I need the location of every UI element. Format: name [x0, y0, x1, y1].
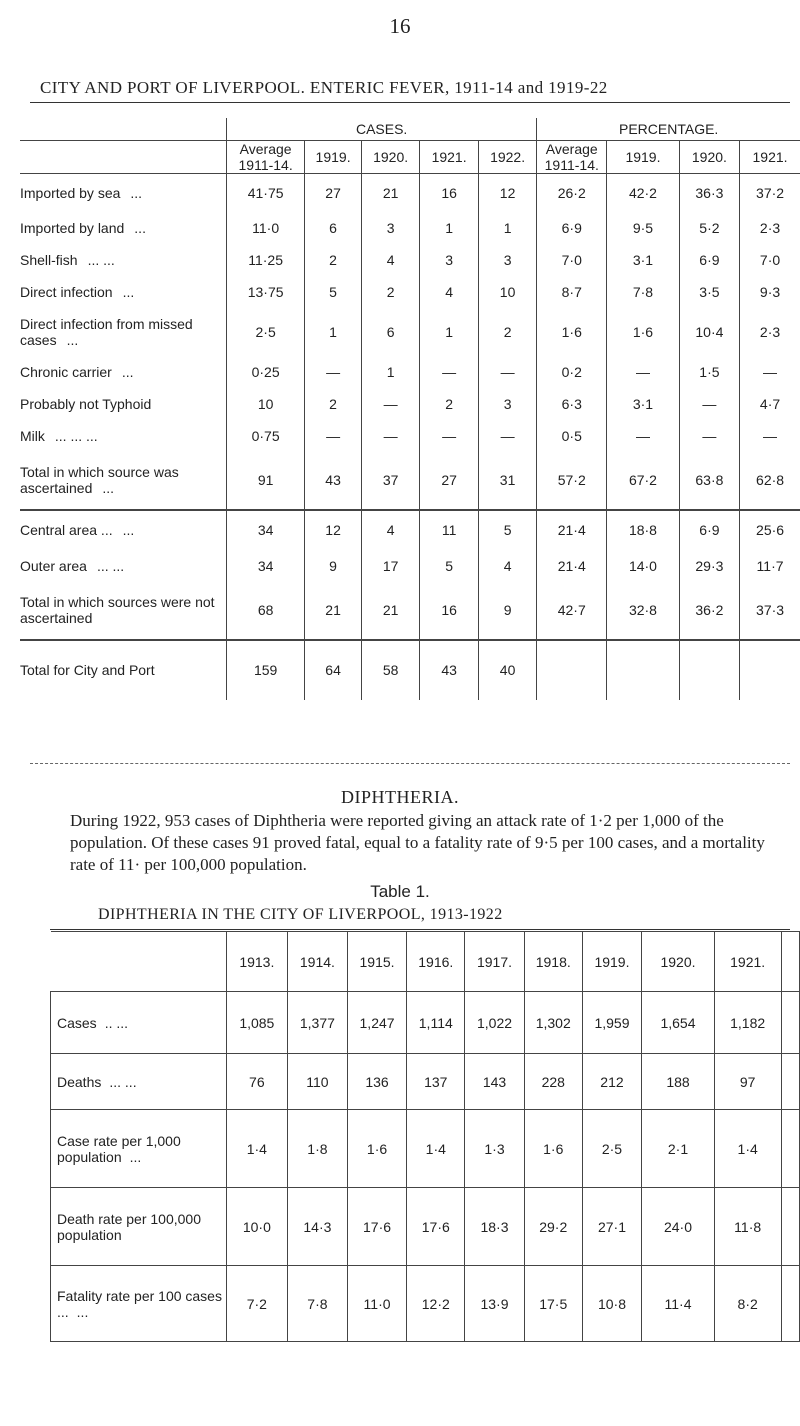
value-cell: 137: [407, 1054, 465, 1110]
value-cell: 212: [582, 1054, 642, 1110]
row-label: [20, 212, 226, 244]
row-label-text: Total for City and Port: [20, 662, 155, 678]
pct-cell: [740, 640, 800, 700]
trailing-cell: [781, 1110, 799, 1188]
leader-dots: ...: [122, 522, 135, 538]
cases-cell: 1: [420, 212, 478, 244]
cases-cell: —: [361, 420, 419, 452]
value-cell: 1,302: [524, 992, 582, 1054]
cases-cell: 4: [361, 510, 419, 550]
cases-cell: 3: [361, 212, 419, 244]
pct-col-header: Average 1911-14.: [537, 141, 607, 174]
value-cell: 8·2: [714, 1266, 781, 1342]
cases-cell: 6: [361, 308, 419, 356]
year-header: 1920.: [642, 932, 714, 992]
value-cell: 1,377: [288, 992, 348, 1054]
cases-cell: 3: [478, 244, 536, 276]
leader-dots: ...: [121, 363, 134, 380]
table-row: [20, 356, 800, 388]
enteric-fever-table: [20, 118, 800, 700]
cases-cell: 11: [420, 510, 478, 550]
pct-cell: [679, 640, 739, 700]
value-cell: 1,654: [642, 992, 714, 1054]
pct-cell: 6·9: [679, 510, 739, 550]
value-cell: 1·6: [347, 1110, 407, 1188]
trailing-cell: [781, 1188, 799, 1266]
cases-cell: 12: [478, 174, 536, 212]
cases-cell: —: [361, 388, 419, 420]
pct-cell: [537, 640, 607, 700]
pct-cell: 7·0: [740, 244, 800, 276]
value-cell: 12·2: [407, 1266, 465, 1342]
pct-cell: 37·2: [740, 174, 800, 212]
cases-cell: —: [420, 356, 478, 388]
row-label-text: Case rate per 1,000 population: [57, 1132, 181, 1165]
row-label-text: Direct infection: [20, 283, 113, 300]
pct-cell: 26·2: [537, 174, 607, 212]
pct-col-header: 1920.: [679, 141, 739, 174]
row-label-text: Deaths: [57, 1073, 102, 1090]
pct-cell: 1·6: [607, 308, 680, 356]
table-row: [20, 510, 800, 550]
cases-cell: —: [305, 420, 362, 452]
cases-cell: 21: [305, 582, 362, 640]
row-label-text: Total in which sources were not ascertained: [20, 594, 215, 626]
value-cell: 1,959: [582, 992, 642, 1054]
cases-cell: 16: [420, 582, 478, 640]
cases-cell: 17: [361, 550, 419, 582]
cases-cell: 5: [420, 550, 478, 582]
value-cell: 7·2: [226, 1266, 287, 1342]
cases-cell: 9: [305, 550, 362, 582]
cases-col-header: Average 1911-14.: [226, 141, 304, 174]
value-cell: 2·1: [642, 1110, 714, 1188]
cases-cell: 4: [420, 276, 478, 308]
value-cell: 1·3: [465, 1110, 525, 1188]
cases-header: CASES.: [226, 118, 536, 141]
cases-cell: 10: [478, 276, 536, 308]
row-label: [20, 510, 226, 550]
row-label: [51, 1110, 227, 1188]
pct-cell: 0·5: [537, 420, 607, 452]
value-cell: 10·0: [226, 1188, 287, 1266]
cases-cell: 13·75: [226, 276, 304, 308]
pct-cell: 7·8: [607, 276, 680, 308]
value-cell: 13·9: [465, 1266, 525, 1342]
paragraph-text: During 1922, 953 cases of Diphtheria were reported giving an attack rate of 1·2 per 1,000 of the population. Of these cases 91 proved fatal, equal to a fatality rate of 9·5 per 100 cases, and a mortality rate of 11· per 100,000 population.: [70, 811, 765, 874]
table-row: [51, 1266, 800, 1342]
row-label: [20, 550, 226, 582]
pct-cell: 6·3: [537, 388, 607, 420]
row-label: [20, 640, 226, 700]
row-label: [20, 420, 226, 452]
pct-cell: 14·0: [607, 550, 680, 582]
row-label-text: Cases: [57, 1014, 97, 1031]
year-header: 1913.: [226, 932, 287, 992]
pct-cell: —: [740, 356, 800, 388]
table-row: [20, 640, 800, 700]
pct-cell: 7·0: [537, 244, 607, 276]
cases-cell: 0·25: [226, 356, 304, 388]
pct-cell: 2·3: [740, 308, 800, 356]
corner-cell: [51, 932, 227, 992]
enteric-title: CITY AND PORT OF LIVERPOOL. ENTERIC FEVER, 1911-14 and 1919-22: [40, 78, 608, 97]
cases-cell: 2: [305, 388, 362, 420]
cases-cell: 11·0: [226, 212, 304, 244]
row-label: [51, 1188, 227, 1266]
pct-cell: 5·2: [679, 212, 739, 244]
row-label: [20, 308, 226, 356]
table2-top-rule: [50, 929, 790, 930]
cases-cell: 58: [361, 640, 419, 700]
pct-cell: 9·3: [740, 276, 800, 308]
pct-cell: —: [679, 388, 739, 420]
row-label-text: Chronic carrier: [20, 363, 112, 380]
cases-cell: 34: [226, 550, 304, 582]
table-row: [20, 308, 800, 356]
pct-cell: 57·2: [537, 452, 607, 510]
diphtheria-table-title: DIPHTHERIA IN THE CITY OF LIVERPOOL, 1913-1922: [98, 906, 503, 923]
pct-cell: 3·5: [679, 276, 739, 308]
leader-dots: ... ...: [109, 1073, 137, 1090]
cases-col-header: 1920.: [361, 141, 419, 174]
cases-cell: 9: [478, 582, 536, 640]
cases-cell: 27: [420, 452, 478, 510]
cases-cell: 4: [361, 244, 419, 276]
row-label-text: Probably not Typhoid: [20, 395, 152, 412]
pct-cell: 63·8: [679, 452, 739, 510]
cases-cell: 21: [361, 582, 419, 640]
pct-cell: 21·4: [537, 510, 607, 550]
leader-dots: ...: [102, 480, 115, 496]
row-label: [20, 582, 226, 640]
table-row: [20, 452, 800, 510]
pct-cell: 6·9: [679, 244, 739, 276]
diphtheria-heading: DIPHTHERIA.: [341, 787, 459, 807]
row-label: [20, 276, 226, 308]
pct-cell: 36·2: [679, 582, 739, 640]
row-label-text: Fatality rate per 100 cases ...: [57, 1287, 222, 1320]
value-cell: 136: [347, 1054, 407, 1110]
title-rule: [30, 102, 790, 103]
cases-cell: 5: [305, 276, 362, 308]
value-cell: 1,247: [347, 992, 407, 1054]
value-cell: 10·8: [582, 1266, 642, 1342]
pct-col-header: 1919.: [607, 141, 680, 174]
cases-cell: 43: [305, 452, 362, 510]
value-cell: 11·4: [642, 1266, 714, 1342]
cases-cell: 2: [478, 308, 536, 356]
row-label: [20, 174, 226, 212]
pct-cell: 6·9: [537, 212, 607, 244]
pct-cell: 4·7: [740, 388, 800, 420]
cases-cell: 27: [305, 174, 362, 212]
year-header: 1914.: [288, 932, 348, 992]
row-label: [20, 388, 226, 420]
cases-cell: 2: [361, 276, 419, 308]
value-cell: 17·5: [524, 1266, 582, 1342]
cases-cell: 1: [361, 356, 419, 388]
leader-dots: .. ...: [104, 1014, 129, 1031]
row-label-text: Death rate per 100,000 population: [57, 1210, 201, 1243]
section-rule: [30, 763, 790, 764]
cases-cell: 40: [478, 640, 536, 700]
row-label-text: Shell-fish: [20, 251, 78, 268]
cases-col-header: 1921.: [420, 141, 478, 174]
value-cell: 1·6: [524, 1110, 582, 1188]
value-cell: 27·1: [582, 1188, 642, 1266]
trailing-cell: [781, 992, 799, 1054]
cases-cell: 31: [478, 452, 536, 510]
value-cell: 7·8: [288, 1266, 348, 1342]
cases-cell: 34: [226, 510, 304, 550]
row-label-text: Imported by land: [20, 219, 125, 236]
pct-cell: 37·3: [740, 582, 800, 640]
row-label: [20, 356, 226, 388]
table-label: Table 1.: [370, 882, 430, 901]
cases-cell: 5: [478, 510, 536, 550]
row-label-text: Outer area: [20, 557, 87, 574]
value-cell: 1,085: [226, 992, 287, 1054]
cases-cell: —: [478, 356, 536, 388]
cases-cell: 4: [478, 550, 536, 582]
year-header: 1918.: [524, 932, 582, 992]
pct-cell: 42·7: [537, 582, 607, 640]
cases-cell: 2·5: [226, 308, 304, 356]
pct-col-header: 1921.: [740, 141, 800, 174]
pct-cell: 3·1: [607, 244, 680, 276]
trailing-cell: [781, 1054, 799, 1110]
year-header: 1919.: [582, 932, 642, 992]
row-label-text: Direct infection from missed cases: [20, 315, 193, 348]
pct-cell: 36·3: [679, 174, 739, 212]
row-label: [51, 1054, 227, 1110]
leader-dots: ...: [122, 283, 135, 300]
row-label-text: Total in which source was ascertained: [20, 464, 179, 496]
leader-dots: ...: [66, 331, 79, 348]
cases-cell: 11·25: [226, 244, 304, 276]
cases-cell: 159: [226, 640, 304, 700]
table-row: [51, 992, 800, 1054]
cases-cell: 64: [305, 640, 362, 700]
value-cell: 24·0: [642, 1188, 714, 1266]
leader-dots: ...: [134, 219, 146, 236]
diphtheria-paragraph: [70, 810, 790, 876]
pct-cell: 32·8: [607, 582, 680, 640]
cases-cell: 0·75: [226, 420, 304, 452]
cases-cell: 91: [226, 452, 304, 510]
table-row: [20, 582, 800, 640]
value-cell: 188: [642, 1054, 714, 1110]
table-row: [20, 420, 800, 452]
value-cell: 18·3: [465, 1188, 525, 1266]
cases-col-header: 1922.: [478, 141, 536, 174]
cases-cell: 68: [226, 582, 304, 640]
cases-cell: 1: [478, 212, 536, 244]
value-cell: 1,114: [407, 992, 465, 1054]
cases-cell: —: [420, 420, 478, 452]
pct-cell: 67·2: [607, 452, 680, 510]
pct-cell: 10·4: [679, 308, 739, 356]
pct-cell: 1·5: [679, 356, 739, 388]
pct-cell: 29·3: [679, 550, 739, 582]
pct-cell: 21·4: [537, 550, 607, 582]
leader-dots: ...: [76, 1303, 89, 1320]
value-cell: 110: [288, 1054, 348, 1110]
value-cell: 1·4: [714, 1110, 781, 1188]
pct-cell: 11·7: [740, 550, 800, 582]
cases-cell: 3: [478, 388, 536, 420]
cases-cell: —: [478, 420, 536, 452]
value-cell: 1,022: [465, 992, 525, 1054]
pct-cell: —: [740, 420, 800, 452]
row-label-text: Central area ...: [20, 522, 113, 538]
value-cell: 2·5: [582, 1110, 642, 1188]
cases-cell: 12: [305, 510, 362, 550]
value-cell: 11·0: [347, 1266, 407, 1342]
pct-cell: 3·1: [607, 388, 680, 420]
pct-cell: [607, 640, 680, 700]
cases-cell: 1: [420, 308, 478, 356]
diphtheria-table: [50, 931, 800, 1342]
cases-cell: —: [305, 356, 362, 388]
pct-cell: —: [679, 420, 739, 452]
row-label-text: Milk: [20, 427, 45, 444]
cases-cell: 3: [420, 244, 478, 276]
value-cell: 1·8: [288, 1110, 348, 1188]
pct-cell: 1·6: [537, 308, 607, 356]
pct-cell: 0·2: [537, 356, 607, 388]
pct-cell: 18·8: [607, 510, 680, 550]
leader-dots: ...: [130, 184, 143, 201]
year-header: 1921.: [714, 932, 781, 992]
value-cell: 17·6: [347, 1188, 407, 1266]
pct-cell: 62·8: [740, 452, 800, 510]
year-header: 1915.: [347, 932, 407, 992]
row-label: [51, 1266, 227, 1342]
row-label: [20, 452, 226, 510]
pct-cell: 8·7: [537, 276, 607, 308]
cases-cell: 41·75: [226, 174, 304, 212]
cases-cell: 16: [420, 174, 478, 212]
cases-col-header: 1919.: [305, 141, 362, 174]
cases-cell: 1: [305, 308, 362, 356]
value-cell: 76: [226, 1054, 287, 1110]
value-cell: 29·2: [524, 1188, 582, 1266]
percentage-header: PERCENTAGE.: [537, 118, 800, 141]
leader-dots: ... ...: [96, 557, 125, 574]
page-number: 16: [389, 14, 411, 38]
cases-cell: 10: [226, 388, 304, 420]
cases-cell: 2: [305, 244, 362, 276]
cases-cell: 21: [361, 174, 419, 212]
trailing-cell: [781, 932, 799, 992]
leader-dots: ... ... ...: [54, 427, 98, 444]
value-cell: 1,182: [714, 992, 781, 1054]
pct-cell: 42·2: [607, 174, 680, 212]
pct-cell: —: [607, 356, 680, 388]
pct-cell: 25·6: [740, 510, 800, 550]
cases-cell: 37: [361, 452, 419, 510]
value-cell: 14·3: [288, 1188, 348, 1266]
table-row: [20, 276, 800, 308]
value-cell: 1·4: [226, 1110, 287, 1188]
year-header: 1917.: [465, 932, 525, 992]
value-cell: 17·6: [407, 1188, 465, 1266]
table-row: [51, 1188, 800, 1266]
value-cell: 11·8: [714, 1188, 781, 1266]
table-row: [20, 550, 800, 582]
table-row: [51, 1110, 800, 1188]
leader-dots: ... ...: [87, 251, 115, 268]
cases-cell: 43: [420, 640, 478, 700]
pct-cell: 2·3: [740, 212, 800, 244]
pct-cell: 9·5: [607, 212, 680, 244]
leader-dots: ...: [129, 1148, 142, 1165]
table-row: [51, 1054, 800, 1110]
row-label: [20, 244, 226, 276]
row-label-text: Imported by sea: [20, 184, 121, 201]
value-cell: 143: [465, 1054, 525, 1110]
table-row: [20, 212, 800, 244]
year-header: 1916.: [407, 932, 465, 992]
table-row: [20, 388, 800, 420]
pct-cell: —: [607, 420, 680, 452]
value-cell: 1·4: [407, 1110, 465, 1188]
value-cell: 228: [524, 1054, 582, 1110]
cases-cell: 2: [420, 388, 478, 420]
table-row: [20, 174, 800, 212]
trailing-cell: [781, 1266, 799, 1342]
row-label: [51, 992, 227, 1054]
value-cell: 97: [714, 1054, 781, 1110]
cases-cell: 6: [305, 212, 362, 244]
table-row: [20, 244, 800, 276]
